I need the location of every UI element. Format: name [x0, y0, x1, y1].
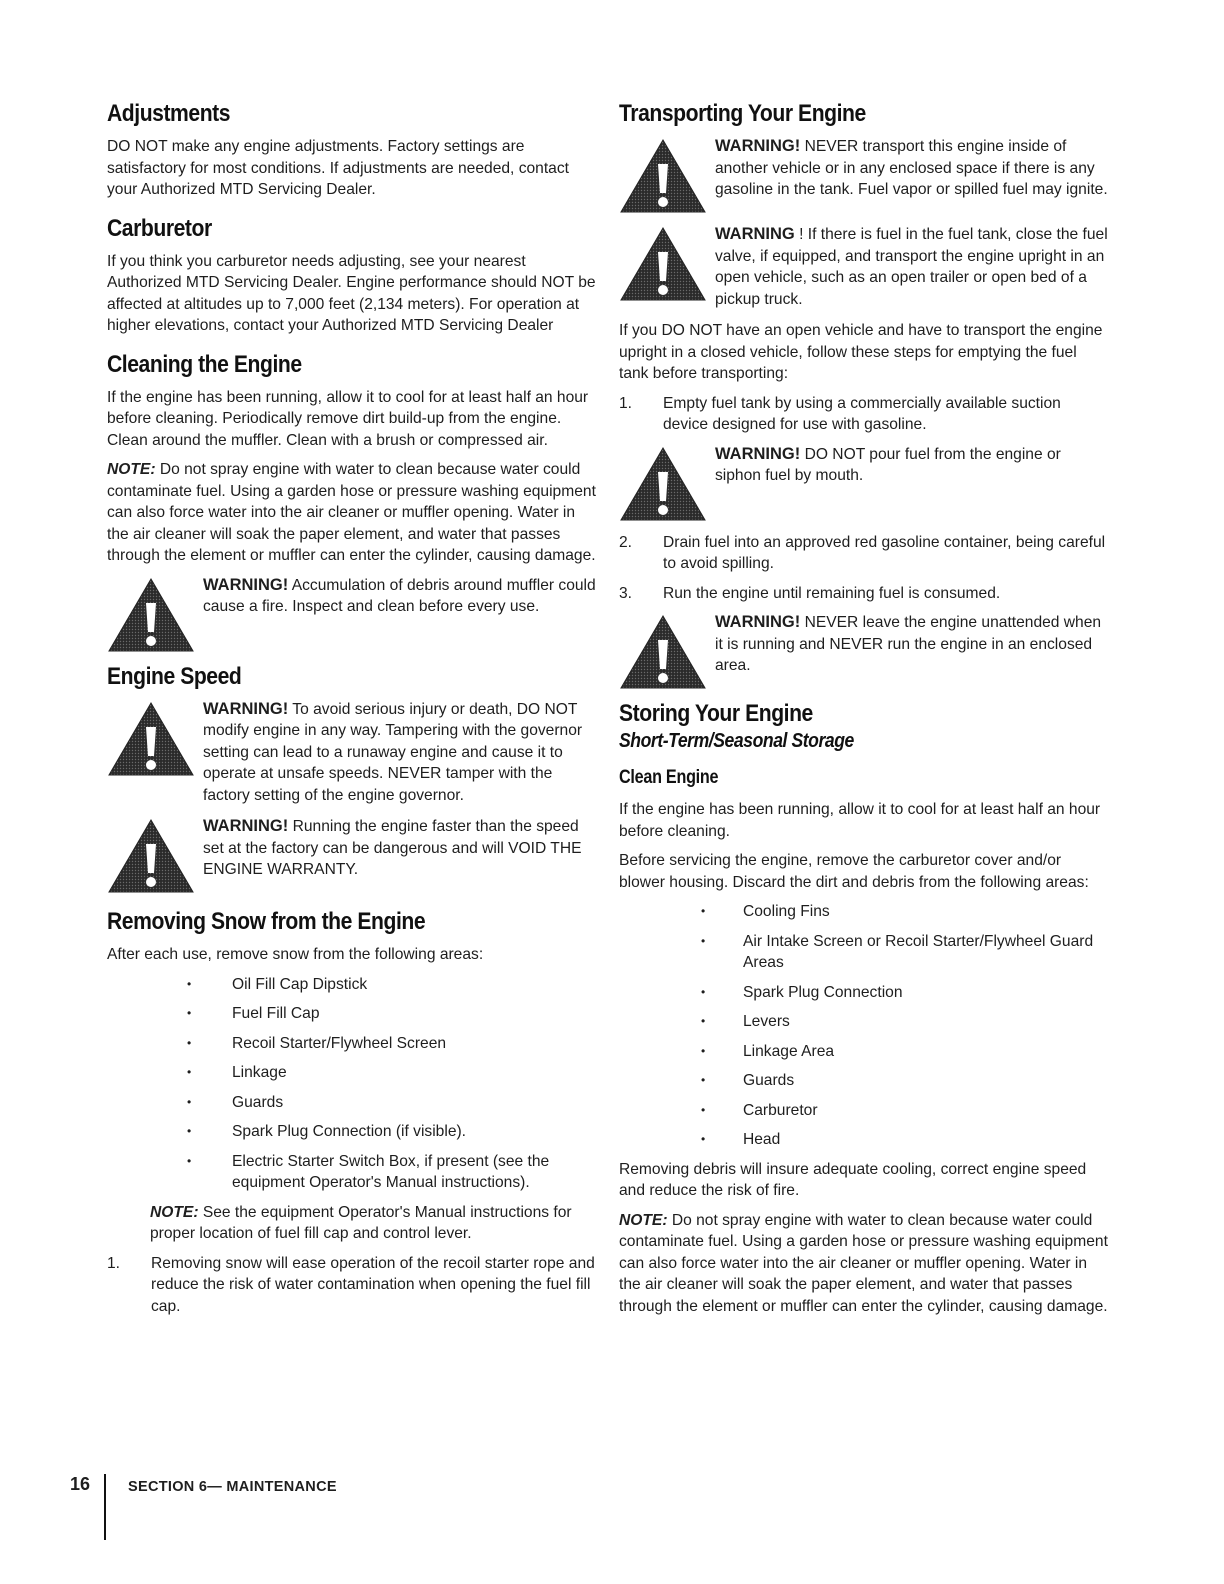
- bullet-icon: •: [187, 1065, 192, 1079]
- warning-label: WARNING!: [715, 137, 801, 155]
- warning-label: WARNING!: [715, 613, 801, 631]
- bullet-icon: •: [701, 1014, 706, 1028]
- storing-after: Removing debris will insure adequate cooling, correct engine speed and reduce the risk of fire.: [619, 1160, 1087, 1199]
- adjustments-body: DO NOT make any engine adjustments. Factory settings are satisfactory for most conditions. If adjustments are needed, contact your Authorized MTD Servicing Dealer.: [107, 138, 569, 198]
- bullet-icon: •: [187, 1124, 192, 1138]
- warning-text: ! If there is fuel in the fuel tank, close the fuel valve, if equipped, and transport the engine upright in an open vehicle, such as an open trailer or open bed of a pickup truck.: [715, 226, 1108, 308]
- bullet-icon: •: [187, 1035, 192, 1050]
- bullet-icon: •: [187, 1094, 192, 1109]
- carburetor-body: If you think you carburetor needs adjusting, see your nearest Authorized MTD Servicing Dealer. Engine performance should NOT be affected at altitudes up to 7,000 feet (2,134 meters). For operation at higher elevations, contact your Authorized MTD Servicing Dealer: [107, 252, 596, 334]
- note-label: NOTE:: [150, 1203, 199, 1221]
- footer-divider: [104, 1474, 106, 1540]
- list-item: • Carburetor: [619, 1100, 1109, 1122]
- transport-warning-1: [619, 136, 1109, 214]
- note-text: See the equipment Operator's Manual instructions for proper location of fuel fill cap and control lever.: [150, 1203, 572, 1242]
- storing-note: [619, 1210, 1109, 1318]
- right-column: [619, 100, 1109, 1325]
- page-number: 16: [70, 1474, 91, 1494]
- warning-text-block: [203, 816, 597, 881]
- warning-label: WARNING!: [203, 575, 289, 594]
- list-item: • Linkage: [107, 1062, 597, 1084]
- warning-triangle-icon: [107, 577, 195, 653]
- note-text: Do not spray engine with water to clean because water could contaminate fuel. Using a garden hose or pressure washing equipment can also force water into the air cleaner or muffler opening. Water in the air cleaner will soak the paper element, and water that passes through the element or muffler can enter the cylinder, causing damage.: [619, 1211, 1108, 1315]
- bullet-icon: •: [701, 1102, 706, 1117]
- snow-areas-list: [107, 974, 597, 1194]
- warning-label: WARNING: [715, 225, 795, 243]
- list-item: • Electric Starter Switch Box, if present (see the equipment Operator's Manual instructions).: [187, 1152, 550, 1191]
- list-item: • Cooling Fins: [619, 901, 1109, 923]
- speed-warning-1: [107, 699, 597, 807]
- bullet-icon: •: [701, 984, 706, 999]
- warning-triangle-icon: [619, 446, 707, 522]
- bullet-icon: •: [701, 933, 706, 948]
- speed-warning-2: [107, 816, 597, 894]
- warning-triangle-icon: [619, 138, 707, 214]
- clean-areas-list: [619, 901, 1109, 1151]
- warning-text-block: [715, 224, 1109, 310]
- cleaning-heading: Cleaning the Engine: [107, 350, 302, 378]
- snow-step-1: 1. Removing snow will ease operation of the recoil starter rope and reduce the risk of water contamination when opening the fuel fill cap.: [107, 1254, 595, 1315]
- list-item: • Spark Plug Connection (if visible).: [107, 1121, 597, 1143]
- note-label: NOTE:: [619, 1211, 668, 1229]
- warning-triangle-icon: [107, 701, 195, 777]
- clean-body-2: Before servicing the engine, remove the carburetor cover and/or blower housing. Discard the dirt and debris from the following areas:: [619, 852, 1089, 891]
- transport-warning-4: [619, 612, 1109, 690]
- engine-speed-heading: Engine Speed: [107, 662, 242, 690]
- warning-triangle-icon: [619, 614, 707, 690]
- transport-step-1: 1. Empty fuel tank by using a commercially available suction device designed for use with gasoline.: [619, 394, 1061, 433]
- warning-text: Accumulation of debris around muffler could cause a fire. Inspect and clean before every use.: [203, 576, 596, 615]
- left-column: [107, 100, 597, 1325]
- warning-label: WARNING!: [203, 817, 289, 835]
- warning-text: To avoid serious injury or death, DO NOT modify engine in any way. Tampering with the governor setting can lead to a runaway engine and cause it to operate at unsafe speeds. NEVER tamper with the factory setting of the engine governor.: [203, 700, 583, 804]
- list-item: • Levers: [619, 1011, 1109, 1033]
- list-item: • Head: [619, 1129, 1109, 1151]
- transport-step-3: 3. Run the engine until remaining fuel is consumed.: [619, 584, 1001, 602]
- transporting-heading: Transporting Your Engine: [619, 100, 866, 127]
- cleaning-note: [107, 459, 597, 567]
- transport-warning-2: [619, 224, 1109, 310]
- warning-text: Running the engine faster than the speed set at the factory can be dangerous and will VOID THE ENGINE WARRANTY.: [203, 818, 582, 878]
- list-item: • Guards: [107, 1092, 597, 1114]
- warning-label: WARNING!: [203, 699, 289, 718]
- warning-text-block: [203, 699, 597, 807]
- note-label: NOTE:: [107, 461, 156, 478]
- bullet-icon: •: [701, 1073, 706, 1087]
- storage-subheading: Short-Term/Seasonal Storage: [619, 730, 854, 752]
- warning-text: DO NOT pour fuel from the engine or siphon fuel by mouth.: [715, 445, 1061, 484]
- cleaning-body: If the engine has been running, allow it to cool for at least half an hour before cleaning. Periodically remove dirt build-up from the engine. Clean around the muffler. Clean with a brush or compressed air.: [107, 388, 589, 449]
- list-item: • Air Intake Screen or Recoil Starter/Flywheel Guard Areas: [701, 932, 1094, 971]
- bullet-icon: •: [701, 1043, 706, 1058]
- removing-snow-heading: Removing Snow from the Engine: [107, 908, 426, 935]
- transport-step-2: 2. Drain fuel into an approved red gasoline container, being careful to avoid spilling.: [619, 533, 1106, 572]
- page-footer: [70, 1474, 337, 1540]
- list-item: • Fuel Fill Cap: [107, 1003, 597, 1025]
- snow-note: [107, 1202, 597, 1245]
- bullet-icon: •: [701, 904, 706, 918]
- carburetor-heading: Carburetor: [107, 214, 212, 242]
- list-item: • Recoil Starter/Flywheel Screen: [107, 1033, 597, 1055]
- warning-text: NEVER leave the engine unattended when it is running and NEVER run the engine in an enclosed area.: [715, 614, 1102, 674]
- section-label: SECTION 6— MAINTENANCE: [128, 1479, 337, 1495]
- warning-text-block: [715, 136, 1109, 201]
- bullet-icon: •: [187, 1153, 192, 1168]
- list-item: • Linkage Area: [619, 1041, 1109, 1063]
- bullet-icon: •: [187, 1006, 192, 1020]
- bullet-icon: •: [187, 976, 192, 991]
- transport-body: If you DO NOT have an open vehicle and have to transport the engine upright in a closed vehicle, follow these steps for emptying the fuel tank before transporting:: [619, 322, 1103, 382]
- list-item: • Oil Fill Cap Dipstick: [107, 974, 597, 996]
- transport-warning-3: [619, 444, 1109, 522]
- warning-text: NEVER transport this engine inside of another vehicle or in any enclosed space if there is any gasoline in the tank. Fuel vapor or spilled fuel may ignite.: [715, 138, 1108, 198]
- warning-text-block: [715, 612, 1109, 677]
- warning-triangle-icon: [107, 818, 195, 894]
- list-item: • Spark Plug Connection: [619, 982, 1109, 1004]
- storing-heading: Storing Your Engine: [619, 700, 813, 727]
- bullet-icon: •: [701, 1132, 706, 1146]
- clean-engine-heading: Clean Engine: [619, 767, 719, 788]
- warning-triangle-icon: [619, 226, 707, 302]
- snow-intro: After each use, remove snow from the following areas:: [107, 946, 484, 963]
- note-text: Do not spray engine with water to clean because water could contaminate fuel. Using a garden hose or pressure washing equipment can also force water into the air cleaner or muffler opening. Water in the air cleaner will soak the paper element, and water that passes through the element or muffler can enter the cylinder, causing damage.: [107, 461, 596, 564]
- list-item: • Guards: [619, 1070, 1109, 1092]
- warning-label: WARNING!: [715, 444, 801, 463]
- warning-text-block: [715, 444, 1109, 487]
- adjustments-heading: Adjustments: [107, 100, 231, 127]
- cleaning-warning: [107, 575, 597, 653]
- clean-body-1: If the engine has been running, allow it to cool for at least half an hour before cleaning.: [619, 801, 1101, 840]
- warning-text-block: [203, 575, 597, 618]
